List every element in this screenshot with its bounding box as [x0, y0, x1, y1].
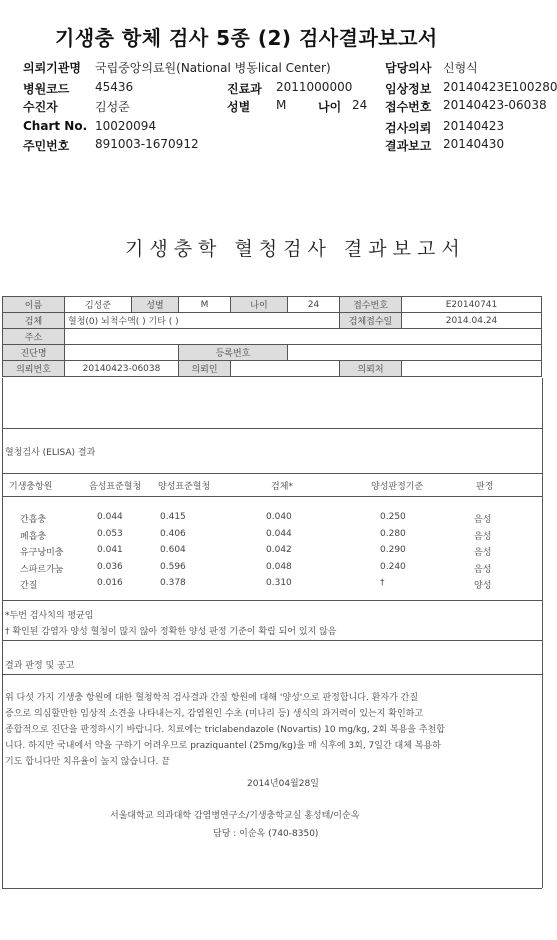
header-value: 김성준 [95, 100, 130, 114]
header-label: Chart No. [23, 119, 88, 133]
header-label: 의뢰기관명 [23, 61, 81, 75]
header-label: 임상정보 [385, 82, 432, 96]
result-cell-neg: 0.044 [97, 512, 123, 522]
result-cell-neg: 0.053 [97, 528, 123, 539]
registration-value [288, 345, 542, 361]
result-cell-cutoff: † [380, 578, 385, 588]
header-label: 담당의사 [385, 61, 432, 75]
registration-label: 등록번호 [179, 345, 288, 361]
footnote-cutoff: † 확인된 감염자 양성 혈청이 많지 않아 정확한 양성 판정 기준이 확립 되어 있지 않음 [5, 627, 337, 637]
divider [2, 600, 542, 601]
result-cell-sample: 0.042 [266, 545, 292, 555]
result-cell-cutoff: 0.290 [380, 545, 406, 555]
report-date: 2014년04월28일 [247, 779, 319, 789]
result-cell-neg: 0.036 [97, 561, 123, 572]
header-value: 20140423 [443, 119, 505, 133]
result-cell-pos: 0.596 [160, 561, 186, 572]
place-label: 의뢰처 [340, 361, 402, 377]
age-label: 나이 [231, 297, 288, 313]
result-cell-pos: 0.415 [160, 512, 186, 522]
header-value: 2011000000 [276, 80, 353, 94]
col-sample: 검체* [271, 482, 293, 492]
result-cell-sample: 0.040 [266, 512, 292, 522]
result-cell-name: 유구낭미충 [20, 548, 64, 558]
name-label: 이름 [3, 297, 65, 313]
comment-line: 기도 합니다만 치유율이 높지 않습니다. 끝 [5, 757, 170, 767]
date-value: 2014.04.24 [402, 313, 542, 329]
request-no-label: 의뢰번호 [3, 361, 65, 377]
divider [2, 888, 542, 889]
name-value: 김성준 [65, 297, 132, 313]
result-cell-result: 음성 [474, 515, 492, 525]
col-negative: 음성표준혈청 [89, 482, 142, 492]
header-label: 병원코드 [23, 82, 70, 96]
header-value: 891003-1670912 [95, 137, 199, 151]
header-label: 나이 [318, 100, 342, 114]
result-cell-pos: 0.406 [160, 528, 186, 539]
result-cell-pos: 0.604 [160, 545, 186, 555]
header-value: 국립중앙의료원(National 병동lical Center) [95, 61, 331, 75]
divider [2, 640, 542, 641]
result-cell-neg: 0.041 [97, 545, 123, 555]
request-no-value: 20140423-06038 [65, 361, 179, 377]
report-title: 기생충학 혈청검사 결과보고서 [125, 238, 466, 260]
header-value: 10020094 [95, 119, 157, 133]
header-value: 20140423-06038 [443, 98, 547, 112]
result-cell-pos: 0.378 [160, 578, 186, 588]
col-cutoff: 양성판정기준 [371, 482, 424, 492]
diagnosis-value [65, 345, 179, 361]
diagnosis-label: 진단명 [3, 345, 65, 361]
contact: 담당 : 이순옥 (740-8350) [213, 829, 319, 839]
sex-label: 성별 [132, 297, 179, 313]
col-positive: 양성표준혈청 [158, 482, 211, 492]
col-antigen: 기생충항원 [9, 482, 53, 492]
doctor-value [231, 361, 340, 377]
result-cell-sample: 0.310 [266, 578, 292, 588]
result-cell-result: 음성 [474, 548, 492, 558]
header-value: 24 [352, 98, 368, 112]
header-value: M [276, 98, 287, 112]
receipt-label: 접수번호 [340, 297, 402, 313]
comment-line: 니다. 하지만 국내에서 약을 구하기 어려우므로 praziquantel (25mg/kg)을 매 식후에 3회, 7일간 대체 복용하 [5, 741, 441, 751]
col-result: 판정 [476, 482, 494, 492]
header-label: 검사의뢰 [385, 121, 432, 135]
result-cell-neg: 0.016 [97, 578, 123, 588]
doctor-label: 의뢰인 [179, 361, 231, 377]
result-cell-result: 양성 [474, 581, 492, 591]
header-label: 결과보고 [385, 139, 432, 153]
comment-line: 증으로 의심할만한 임상적 소견을 나타내는지, 감염원인 수초 (미나리 등) 생식의 과거력이 있는지 확인하고 [5, 709, 424, 719]
result-cell-result: 음성 [474, 531, 492, 542]
place-value [402, 361, 542, 377]
result-cell-name: 간질 [20, 581, 38, 591]
address-label: 주소 [3, 329, 65, 345]
result-cell-cutoff: 0.280 [380, 528, 406, 539]
header-label: 접수번호 [385, 100, 432, 114]
comment-line: 위 다섯 가지 기생충 항원에 대한 혈청학적 검사결과 간질 항원에 대해 '양성'으로 판정합니다. 환자가 간질 [5, 693, 419, 703]
institution: 서울대학교 의과대학 감염병연구소/기생충학교실 홍성태/이순옥 [110, 811, 360, 821]
header-label: 수진자 [23, 100, 58, 114]
specimen-value: 혈청(0) 뇌척수액( ) 기타 ( ) [65, 313, 340, 329]
header-value: 20140430 [443, 137, 505, 151]
section-label: 혈청검사 (ELISA) 결과 [5, 448, 96, 458]
specimen-label: 검체 [3, 313, 65, 329]
comment-line: 종합적으로 진단을 판정하시기 바랍니다. 치료에는 triclabendazole (Novartis) 10 mg/kg, 2회 복용을 추천합 [5, 725, 445, 735]
result-cell-name: 폐흡충 [20, 531, 47, 542]
result-cell-sample: 0.048 [266, 561, 292, 572]
page-title: 기생충 항체 검사 5종 (2) 검사결과보고서 [55, 26, 438, 50]
header-label: 진료과 [227, 82, 262, 96]
receipt-value: E20140741 [402, 297, 542, 313]
sex-value: M [179, 297, 231, 313]
result-cell-sample: 0.044 [266, 528, 292, 539]
comment-title: 결과 판정 및 공고 [5, 661, 75, 671]
address-value [65, 329, 542, 345]
result-cell-cutoff: 0.250 [380, 512, 406, 522]
result-cell-cutoff: 0.240 [380, 561, 406, 572]
header-value: 45436 [95, 80, 134, 94]
result-cell-result: 음성 [474, 564, 492, 575]
results-header [2, 473, 543, 497]
date-label: 검체접수일 [340, 313, 402, 329]
header-label: 성별 [227, 100, 251, 114]
divider [2, 428, 542, 429]
footnote-average: *두번 검사치의 평균임 [5, 611, 94, 621]
header-value: 신형식 [443, 61, 478, 75]
header-label: 주민번호 [23, 139, 70, 153]
result-cell-name: 간흡충 [20, 515, 47, 525]
header-value: 20140423E100280 [443, 80, 557, 94]
result-cell-name: 스파르가눔 [20, 564, 64, 575]
divider [2, 674, 542, 675]
patient-info-table [2, 296, 542, 377]
age-value: 24 [288, 297, 340, 313]
